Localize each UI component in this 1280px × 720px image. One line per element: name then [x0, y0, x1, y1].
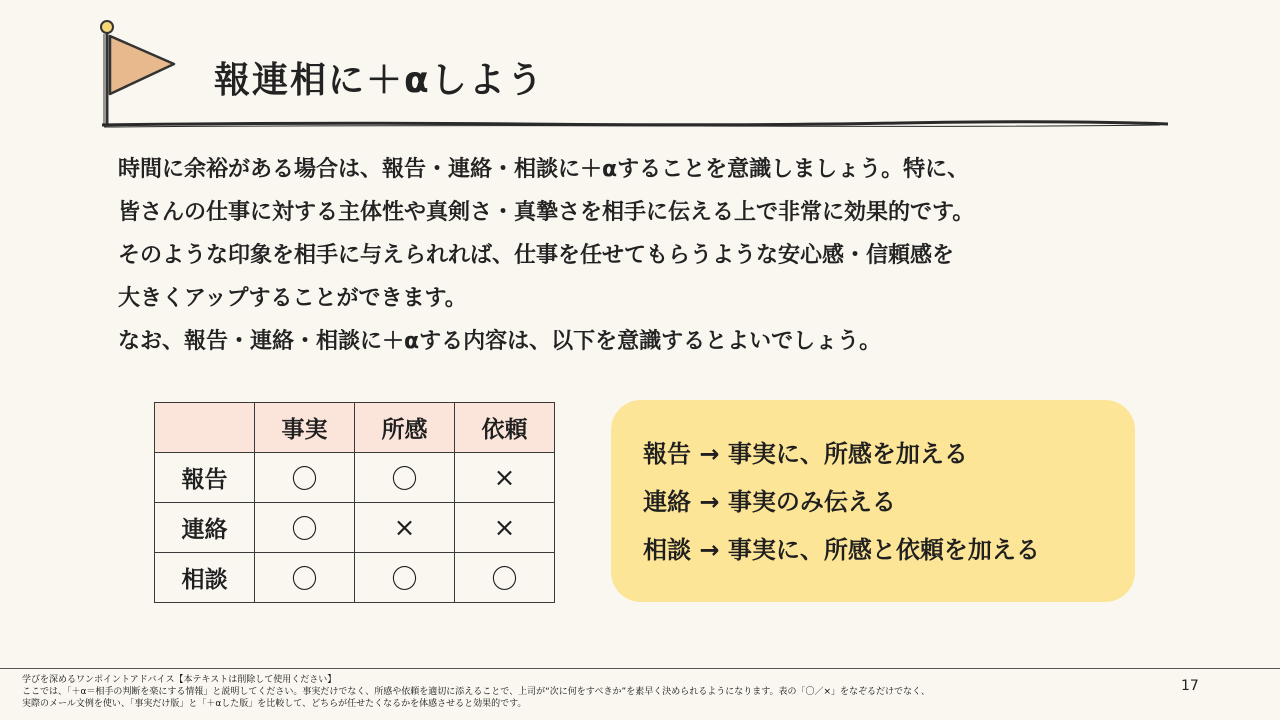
- body-paragraph: 大きくアップすることができます。: [118, 286, 467, 311]
- table-cell: 〇: [255, 553, 355, 603]
- summary-item: 連絡 → 事実のみ伝える: [643, 488, 896, 516]
- table-cell: ×: [355, 503, 455, 553]
- table-cell: 〇: [455, 553, 555, 603]
- body-paragraph: 皆さんの仕事に対する主体性や真剣さ・真摯さを相手に伝える上で非常に効果的です。: [118, 200, 975, 225]
- footer-divider: [0, 668, 1280, 669]
- table-cell: 〇: [255, 453, 355, 503]
- table-corner-cell: [155, 403, 255, 453]
- row-header-contact: 連絡: [155, 503, 255, 553]
- table-cell: ×: [455, 453, 555, 503]
- table-cell: 〇: [355, 553, 455, 603]
- table-row: [155, 553, 555, 603]
- summary-item: 報告 → 事実に、所感を加える: [643, 440, 968, 468]
- table-row: [155, 453, 555, 503]
- body-paragraph: 時間に余裕がある場合は、報告・連絡・相談に＋αすることを意識しましょう。特に、: [118, 157, 970, 182]
- summary-item: 相談 → 事実に、所感と依頼を加える: [643, 536, 1040, 564]
- comparison-table: [154, 402, 555, 603]
- column-header-impression: 所感: [355, 403, 455, 453]
- column-header-request: 依頼: [455, 403, 555, 453]
- flag-icon: [96, 18, 186, 130]
- summary-list: [643, 430, 1040, 574]
- row-header-consult: 相談: [155, 553, 255, 603]
- body-paragraph: そのような印象を相手に与えられれば、仕事を任せてもらうような安心感・信頼感を: [118, 243, 955, 268]
- body-text: [118, 148, 1178, 363]
- table-row: [155, 503, 555, 553]
- page-number: 17: [1181, 678, 1199, 694]
- footer-text: ここでは、「＋α＝相手の判断を楽にする情報」と説明してください。事実だけでなく、所感や依頼を適切に添えることで、上司が“次に何をすべきか”を素早く決められるようになります。表の「〇／×」をなぞるだけでなく、: [22, 687, 930, 697]
- table-cell: 〇: [355, 453, 455, 503]
- body-paragraph: なお、報告・連絡・相談に＋αする内容は、以下を意識するとよいでしょう。: [118, 329, 882, 354]
- title-underline: [100, 118, 1170, 130]
- summary-box: [611, 400, 1135, 602]
- table-cell: 〇: [255, 503, 355, 553]
- table-header-row: [155, 403, 555, 453]
- slide-title: 報連相に＋αしよう: [214, 60, 545, 101]
- footer-heading: 学びを深めるワンポイントアドバイス【本テキストは削除して使用ください】: [22, 675, 337, 685]
- column-header-fact: 事実: [255, 403, 355, 453]
- row-header-report: 報告: [155, 453, 255, 503]
- footer-notes: [22, 674, 1152, 710]
- footer-text: 実際のメール文例を使い、「事実だけ版」と「＋αした版」を比較して、どちらが任せたくなるかを体感させると効果的です。: [22, 699, 527, 709]
- table-cell: ×: [455, 503, 555, 553]
